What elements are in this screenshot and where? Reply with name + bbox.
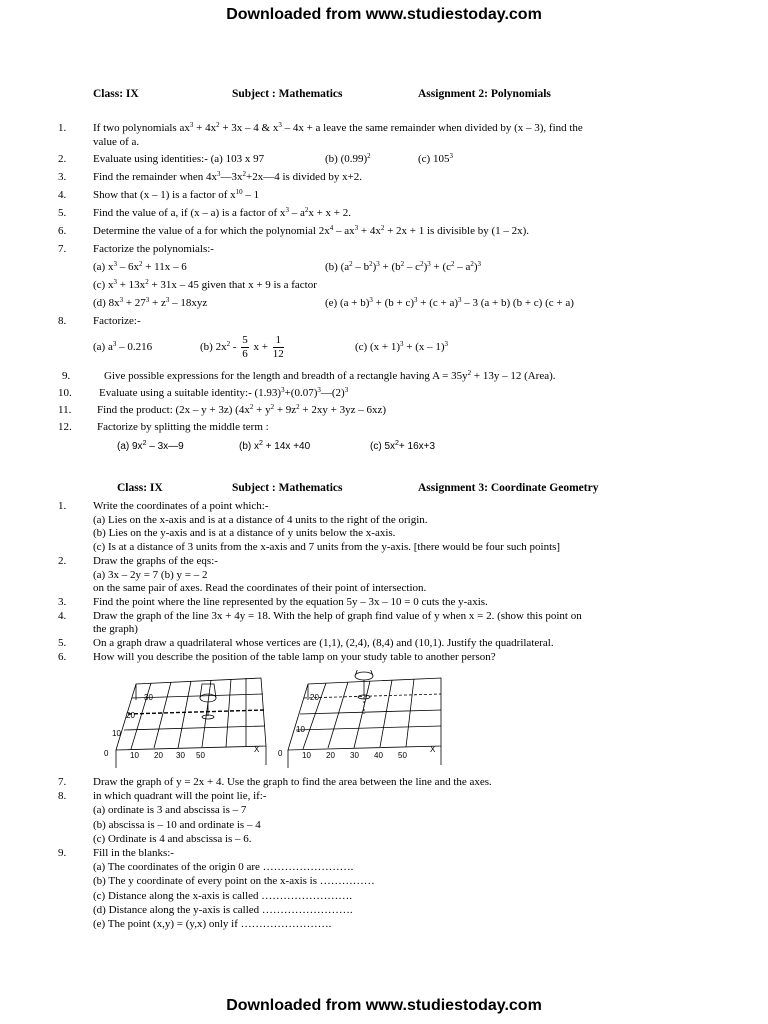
question-part: (e) $(a + b)^3 + (b + c)^3 + (c + a)^3 - 3$ (a + b) (b + c) (c + a) xyxy=(325,296,574,309)
question-line: Draw the graph of y = 2x + 4. Use the graph to find the area between the line and the axes. xyxy=(93,776,492,788)
question-line: Write the coordinates of a point which:- xyxy=(93,500,269,512)
question-text: Determine the value of a for which the polynomial $2x^4 - ax^3 + 4x^2 + 2x + 1$ is divisible by (1 – 2x). xyxy=(93,224,530,237)
axis-label: 10 xyxy=(130,751,139,760)
question-number: 4. xyxy=(58,609,67,622)
question-line: on the same pair of axes. Read the coordinates of their point of intersection. xyxy=(93,582,427,595)
subject-label: Subject : Mathematics xyxy=(232,88,343,100)
axis-label: 30 xyxy=(176,751,185,760)
question-number: 11. xyxy=(58,404,72,416)
axis-label: 50 xyxy=(398,751,407,760)
question-line: (c) Is at a distance of 3 units from the x-axis and 7 units from the y-axis. [there would be four such points] xyxy=(93,541,561,554)
class-label: Class: IX xyxy=(117,482,163,494)
question-line: On a graph draw a quadrilateral whose vertices are (1,1), (2,4), (8,4) and (10,1). Justify the quadrilateral. xyxy=(93,637,554,649)
question-line: How will you describe the position of the table lamp on your study table to another person? xyxy=(93,650,496,663)
question-number: 6. xyxy=(58,650,67,663)
question-number: 3. xyxy=(58,171,67,183)
question-line: (a) ordinate is 3 and abscissa is – 7 xyxy=(93,804,247,817)
download-banner-bottom: Downloaded from www.studiestoday.com xyxy=(226,997,542,1014)
question-text-cont: value of a. xyxy=(93,136,140,148)
table-lamp-figure xyxy=(96,670,446,770)
question-text: Factorize the polynomials:- xyxy=(93,243,214,255)
question-line: (c) Distance along the x-axis is called ……………………. xyxy=(93,889,353,902)
question-part: (b) $(a^2 - b^2)^3 + (b^2 - c^2)^3 + (c^2 - a^2)^3$ xyxy=(325,260,482,273)
question-line: (b) Lies on the y-axis and is at a distance of y units below the x-axis. xyxy=(93,527,396,540)
axis-label: 10 xyxy=(302,751,311,760)
question-number: 1. xyxy=(58,500,67,512)
question-part: (a) $9x^2$ – 3x—9 xyxy=(117,440,184,452)
question-line: Fill in the blanks:- xyxy=(93,847,174,859)
axis-label: 20 xyxy=(310,693,319,702)
assignment-title: Assignment 3: Coordinate Geometry xyxy=(418,482,599,494)
assignment-title: Assignment 2: Polynomials xyxy=(418,88,551,100)
question-text: Find the product: (2x – y + 3z) $(4x^2 + y^2 + 9z^2 + 2xy + 3yz - 6xz)$ xyxy=(97,403,387,416)
axis-label: 40 xyxy=(374,751,383,760)
question-part: (a) $a^3 - 0.216$ xyxy=(93,340,153,353)
question-text: Find the remainder when $4x^3—3x^2+2x—4$ is divided by x+2. xyxy=(93,170,363,183)
question-part: (c) $(x + 1)^3 + (x - 1)^3$ xyxy=(355,340,449,353)
axis-label: 0 xyxy=(278,749,283,758)
axis-label: 30 xyxy=(144,693,153,702)
axis-label: 30 xyxy=(350,751,359,760)
question-number: 8. xyxy=(58,315,67,327)
question-line: (b) abscissa is – 10 and ordinate is – 4 xyxy=(93,818,261,831)
question-part: (b) $2x^2$ - $\frac{5}{6}$ x + $\frac{1}{12}$ xyxy=(200,333,284,360)
question-line: Draw the graphs of the eqs:- xyxy=(93,554,218,567)
question-number: 6. xyxy=(58,225,67,237)
axis-label: 20 xyxy=(326,751,335,760)
question-part: (b) $(0.99)^2$ xyxy=(325,152,371,165)
question-part: (c) $x^3 + 13x^2 + 31x - 45$ given that x + 9 is a factor xyxy=(93,278,317,291)
question-number: 4. xyxy=(58,189,67,201)
question-number: 5. xyxy=(58,637,67,649)
question-number: 7. xyxy=(58,776,67,788)
question-part: (a) $x^3 - 6x^2 + 11x - 6$ xyxy=(93,260,187,273)
question-line: (d) Distance along the y-axis is called ……………………. xyxy=(93,903,353,916)
axis-label: 0 xyxy=(104,749,109,758)
question-line: Find the point where the line represented by the equation 5y – 3x – 10 = 0 cuts the y-axis. xyxy=(93,595,488,608)
question-number: 9. xyxy=(62,370,71,382)
axis-label: 20 xyxy=(126,711,135,720)
question-number: 2. xyxy=(58,554,67,567)
download-banner-top: Downloaded from www.studiestoday.com xyxy=(226,6,542,23)
question-part: (c) $105^3$ xyxy=(418,152,453,165)
question-line: (a) Lies on the x-axis and is at a distance of 4 units to the right of the origin. xyxy=(93,513,428,526)
question-line: (c) Ordinate is 4 and abscissa is – 6. xyxy=(93,832,252,845)
question-text: Show that (x – 1) is a factor of $x^{10} - 1$ xyxy=(93,188,260,201)
question-text: Factorize:- xyxy=(93,315,141,327)
question-line: (e) The point (x,y) = (y,x) only if ……………………. xyxy=(93,918,332,930)
question-line: Draw the graph of the line 3x + 4y = 18. With the help of graph find value of y when x = 2. (show this point on xyxy=(93,609,582,622)
question-number: 12. xyxy=(58,421,72,433)
class-label: Class: IX xyxy=(93,88,139,100)
question-number: 10. xyxy=(58,387,72,399)
question-number: 2. xyxy=(58,153,67,165)
subject-label: Subject : Mathematics xyxy=(232,482,343,494)
axis-label: 10 xyxy=(296,725,305,734)
fraction: $\frac{5}{6}$ xyxy=(242,333,248,360)
question-number: 3. xyxy=(58,595,67,608)
question-number: 1. xyxy=(58,122,67,134)
question-number: 8. xyxy=(58,790,67,803)
axis-label: 20 xyxy=(154,751,163,760)
axis-label: 10 xyxy=(112,729,121,738)
question-number: 7. xyxy=(58,243,67,255)
question-line: in which quadrant will the point lie, if:- xyxy=(93,790,267,803)
question-text: Evaluate using a suitable identity:- $(1.93)^3+(0.07)^3—(2)^3$ xyxy=(99,386,349,399)
question-part: (c) $5x^2+ 16x+3$ xyxy=(370,440,436,452)
question-text: Evaluate using identities:- (a) 103 x 97 xyxy=(93,153,265,165)
question-text: Give possible expressions for the length and breadth of a rectangle having $A = 35y^2 + 13y - 12$ (Area). xyxy=(104,369,556,382)
question-line: (b) The y coordinate of every point on the x-axis is …………… xyxy=(93,875,375,888)
question-part: (b) $x^2 + 14x +40$ xyxy=(239,440,311,452)
question-line: (a) The coordinates of the origin 0 are ……………………. xyxy=(93,861,354,874)
axis-label: 50 xyxy=(196,751,205,760)
question-number: 9. xyxy=(58,847,67,859)
question-text: If two polynomials $ax^3 + 4x^2 + 3x - 4$ & $x^3 - 4x + a$ leave the same remainder when divided by (x – 3), find the xyxy=(93,121,583,134)
question-text: Factorize by splitting the middle term : xyxy=(97,421,269,433)
question-part: (d) $8x^3 + 27^3 + z^3 - 18xyz$ xyxy=(93,296,208,309)
question-line: the graph) xyxy=(93,623,138,636)
fraction: $\frac{1}{12}$ xyxy=(272,333,284,360)
axis-label: X xyxy=(254,745,260,754)
axis-label: X xyxy=(430,745,436,754)
question-number: 5. xyxy=(58,207,67,219)
right-table-diagram xyxy=(288,670,441,768)
question-text: Find the value of a, if (x – a) is a factor of $x^3 - a^2x + x + 2$. xyxy=(93,206,351,219)
question-line: (a) 3x – 2y = 7 (b) y = – 2 xyxy=(93,568,208,581)
